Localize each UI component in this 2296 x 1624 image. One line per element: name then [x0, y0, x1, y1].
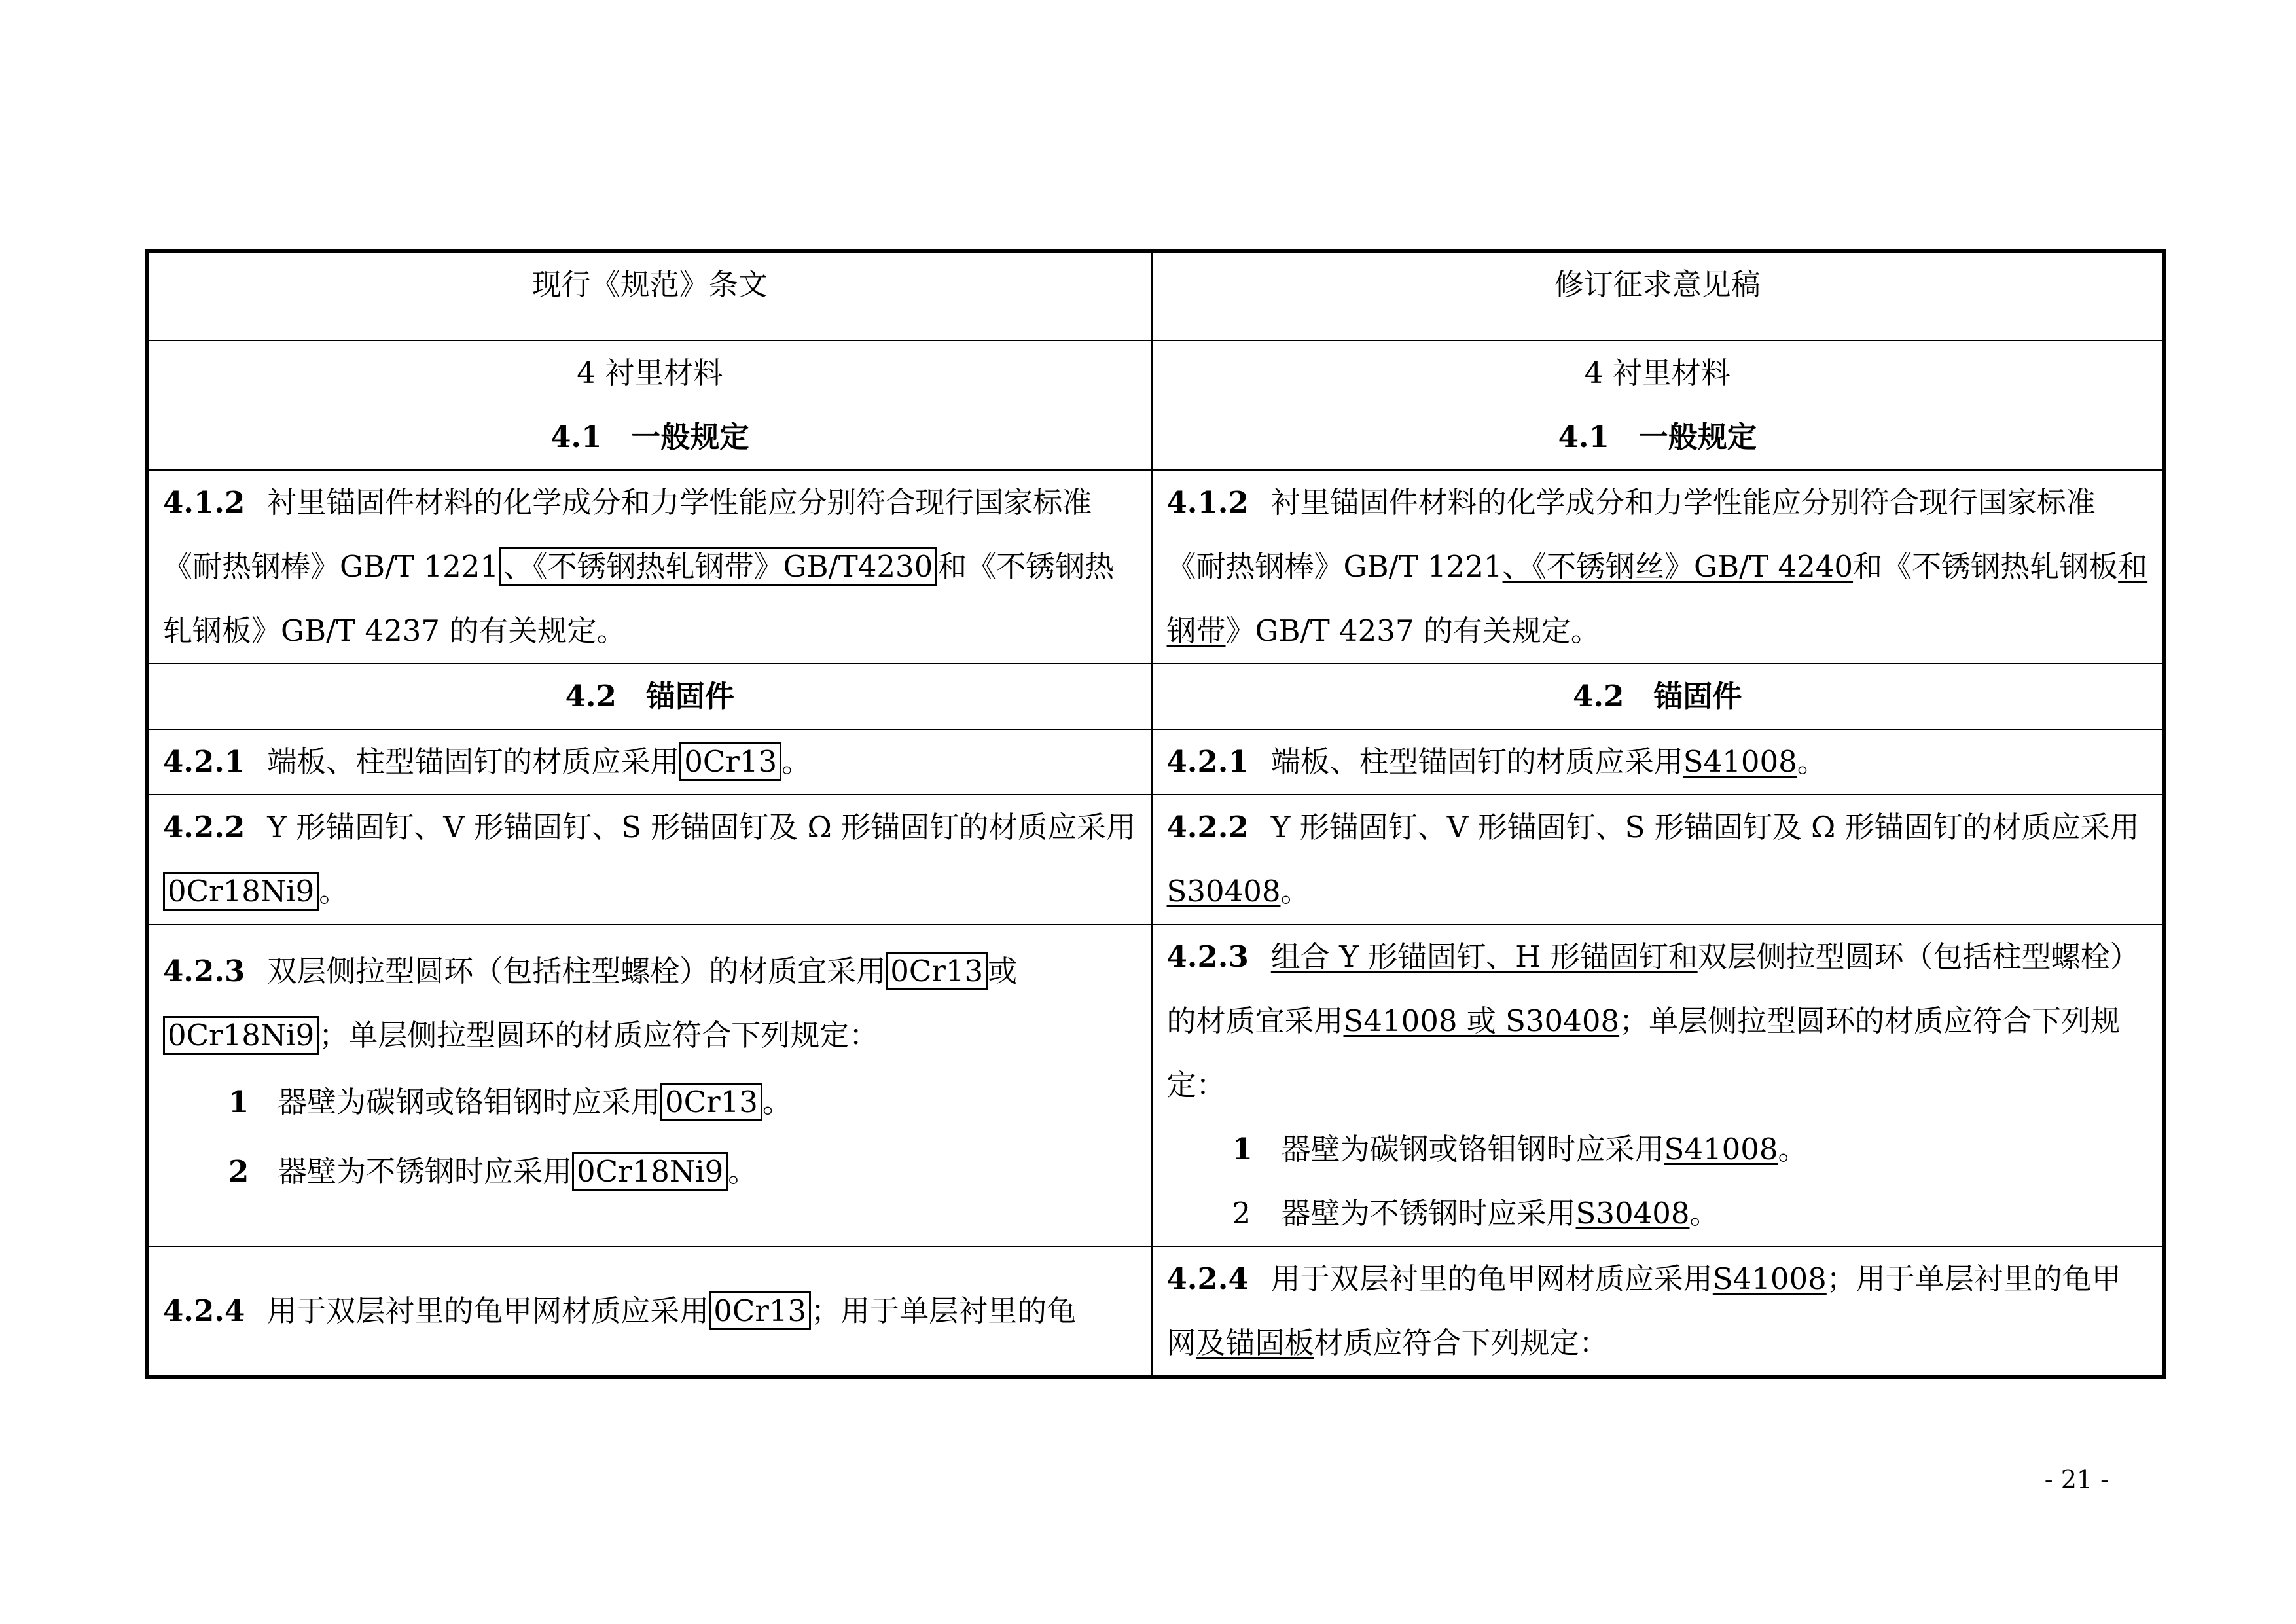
clause-text: 衬里锚固件材料的化学成分和力学性能应分别符合现行国家标准《耐热钢棒》GB/T 1221 [1166, 485, 2096, 584]
deleted-text-box: 0Cr18Ni9 [572, 1152, 728, 1191]
clause-421-left [147, 729, 1152, 795]
clause-text: 和《不锈钢热轧钢板 [1853, 549, 2119, 584]
chapter-cell-right [1152, 340, 2164, 470]
section-41-title-right: 4.1 一般规定 [1558, 420, 1757, 454]
clause-number: 4.2.2 [1166, 810, 1249, 844]
page-number: - 21 - [2044, 1465, 2109, 1494]
revised-text-underline: 及锚固板 [1196, 1326, 1314, 1360]
clause-text: 》GB/T 4237 的有关规定。 [1225, 613, 1600, 648]
revised-text-underline: 、《不锈钢丝》GB/T 4240 [1502, 549, 1854, 584]
clause-423-right-item-1 [1167, 1117, 2149, 1182]
deleted-text-box: 0Cr13 [660, 1083, 762, 1121]
clause-422-row [147, 795, 2164, 924]
comparison-table [145, 249, 2166, 1379]
deleted-text-box: 0Cr18Ni9 [163, 872, 319, 911]
item-number: 2 [1232, 1196, 1251, 1231]
revised-text-underline: 组合 Y 形锚固钉、H 形锚固钉和 [1270, 939, 1698, 974]
clause-text: 。 [1797, 744, 1827, 779]
clause-421-right [1152, 729, 2164, 795]
clause-text: 。 [781, 744, 812, 779]
clause-number: 4.2.4 [163, 1293, 245, 1328]
header-revised-draft: 修订征求意见稿 [1152, 251, 2164, 341]
clause-number: 4.2.4 [1166, 1261, 1249, 1296]
clause-text: 和《不锈钢热轧钢板》GB/T 4237 的有关规定。 [163, 549, 1115, 648]
revised-text-underline: S30408 [1166, 874, 1281, 909]
chapter-row [147, 340, 2164, 470]
item-number: 1 [1232, 1132, 1253, 1166]
revised-text-underline: S41008 [1712, 1261, 1827, 1296]
clause-text: 端板、柱型锚固钉的材质应采用 [267, 744, 680, 779]
clause-number: 4.1.2 [1166, 485, 1249, 520]
clause-number: 4.2.1 [163, 744, 245, 779]
revised-text-underline: S41008 [1683, 744, 1797, 779]
deleted-text-box: 0Cr13 [679, 742, 781, 781]
clause-number: 4.2.1 [1166, 744, 1249, 779]
revised-text-underline: S30408 [1575, 1196, 1690, 1231]
section-42-title-left: 4.2 锚固件 [147, 664, 1152, 729]
clause-text: 用于双层衬里的龟甲网材质应采用 [1270, 1261, 1713, 1296]
clause-412-left [147, 470, 1152, 664]
item-text: 器壁为不锈钢时应采用 [278, 1154, 573, 1189]
clause-412-right [1152, 470, 2164, 664]
deleted-text-box: 0Cr18Ni9 [163, 1016, 319, 1055]
header-current-clause: 现行《规范》条文 [147, 251, 1152, 341]
item-number: 2 [228, 1154, 249, 1189]
clause-text: 或 [988, 954, 1018, 988]
clause-421-row [147, 729, 2164, 795]
clause-422-right [1152, 795, 2164, 924]
clause-423-left [147, 924, 1152, 1246]
clause-text: 双层侧拉型圆环（包括柱型螺栓）的材质宜采用 [267, 954, 886, 988]
clause-text: ；单层侧拉型圆环的材质应符合下列规定： [1166, 1003, 2121, 1102]
clause-423-left-item-1 [163, 1068, 1137, 1137]
clause-423-row [147, 924, 2164, 1246]
item-text: 。 [728, 1154, 758, 1189]
section-42-row [147, 664, 2164, 729]
clause-text: 双层侧拉型圆环（包括柱型螺栓）的材质宜采用 [1166, 939, 2140, 1038]
deleted-text-box: 、《不锈钢热轧钢带》GB/T4230 [499, 547, 937, 586]
item-number: 1 [228, 1085, 249, 1119]
deleted-text-box: 0Cr13 [886, 952, 988, 990]
clause-424-right [1152, 1246, 2164, 1377]
clause-text: ；用于单层衬里的龟 [811, 1293, 1077, 1328]
revised-text-underline: S41008 或 S30408 [1343, 1003, 1620, 1038]
clause-423-right-intro [1167, 925, 2149, 1117]
clause-423-left-item-2 [163, 1137, 1137, 1206]
clause-text: 。 [319, 874, 349, 909]
clause-number: 4.2.3 [163, 954, 245, 988]
revised-text-underline: 和钢带 [1166, 549, 2148, 648]
clause-text: Y 形锚固钉、V 形锚固钉、S 形锚固钉及 Ω 形锚固钉的材质应采用 [1270, 810, 2140, 844]
clause-423-right [1152, 924, 2164, 1246]
item-text: 。 [1778, 1132, 1808, 1166]
section-42-title-right: 4.2 锚固件 [1152, 664, 2164, 729]
clause-text: ；单层侧拉型圆环的材质应符合下列规定： [319, 1018, 879, 1053]
clause-number: 4.1.2 [163, 485, 245, 520]
table-header-row [147, 251, 2164, 341]
chapter-cell-left [147, 340, 1152, 470]
clause-412-row [147, 470, 2164, 664]
clause-number: 4.2.2 [163, 810, 245, 844]
clause-text: 衬里锚固件材料的化学成分和力学性能应分别符合现行国家标准《耐热钢棒》GB/T 1221 [163, 485, 1092, 584]
item-text: 。 [762, 1085, 792, 1119]
clause-text: 端板、柱型锚固钉的材质应采用 [1270, 744, 1683, 779]
chapter-title-right: 4 衬里材料 [1584, 355, 1731, 390]
clause-423-left-intro [163, 939, 1137, 1068]
clause-422-left [147, 795, 1152, 924]
chapter-title-left: 4 衬里材料 [577, 355, 723, 390]
item-text: 器壁为碳钢或铬钼钢时应采用 [278, 1085, 661, 1119]
clause-424-left [147, 1246, 1152, 1377]
revised-text-underline: S41008 [1664, 1132, 1778, 1166]
item-text: 器壁为不锈钢时应采用 [1281, 1196, 1576, 1231]
clause-number: 4.2.3 [1166, 939, 1249, 974]
clause-423-right-item-2 [1167, 1182, 2149, 1246]
item-text: 器壁为碳钢或铬钼钢时应采用 [1281, 1132, 1664, 1166]
clause-text: ；用于单层衬里的龟甲网 [1166, 1261, 2121, 1360]
clause-424-row [147, 1246, 2164, 1377]
clause-text: 。 [1280, 874, 1310, 909]
deleted-text-box: 0Cr13 [709, 1291, 811, 1330]
section-41-title-left: 4.1 一般规定 [550, 420, 749, 454]
clause-text: Y 形锚固钉、V 形锚固钉、S 形锚固钉及 Ω 形锚固钉的材质应采用 [267, 810, 1136, 844]
clause-text: 用于双层衬里的龟甲网材质应采用 [267, 1293, 709, 1328]
clause-text: 材质应符合下列规定： [1314, 1326, 1609, 1360]
item-text: 。 [1689, 1196, 1719, 1231]
